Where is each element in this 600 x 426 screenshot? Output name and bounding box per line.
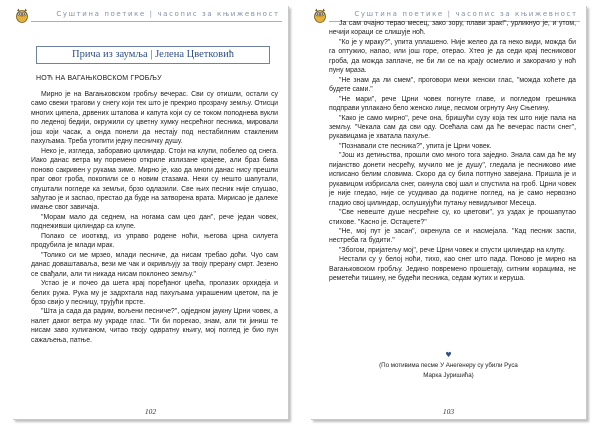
right-page bbox=[311, 6, 587, 420]
story-title: Прича из заумља | Јелена Цветковић bbox=[71, 49, 234, 60]
owl-logo-icon bbox=[15, 7, 29, 23]
paragraph: "Како је само мирно", рече она, бришући сузу која тек што није пала на земљу. "Чекала сам да сви оду. Осећала сам да ће вечерас пасти снег", рукавицама је хватала пахуље. bbox=[329, 114, 576, 141]
dedication-note-line2: Марка Јуришића) bbox=[423, 372, 474, 379]
running-title: Суштина поетике | часопис за књижевност bbox=[56, 10, 280, 18]
page-number: 103 bbox=[442, 407, 455, 416]
story-title-box bbox=[36, 46, 270, 64]
paragraph: Полако се иоотквд, из управо родене ноћи, његова црна силуета продубила је млади мрак. bbox=[31, 232, 278, 250]
paragraph: Неко је, изгледа, заборавио цилиндар. Стоји на клупи, побелео од снега. Иако данас ветра му поремено откриле излизане крајеве, али браз бива поново сакривен у рукама зиме. Мирно је, као да многи данас нису прешли праг овог гроба, покопили се о новим стазама. Неки су нешто шапутали, спуштали погледе ка земљи, брзо одлазили. Све њих песник није слушао, зађутао је и заспао, престао да буде на затворена врата. Мирисао је далеке имање свог завичаја. bbox=[31, 147, 278, 212]
paragraph: "Не, мој пут је засан", окренула се и насмејала. "Кад песник заспи, нестреба га будити." bbox=[329, 227, 576, 245]
paragraph: "Још из детињства, прошли смо много тога заједно. Знала сам да ће му пијанство донети несрећу, мучило ме је душу", гледала је песниково име исписано белим словима. Скоро да су била потпуно завејана. Пришла је и рукавицом избрисала снег, скинула свој шал и спустила на гроб. Црни човек је нијe гледао, није се усудивао да подигне поглед, на је само нервозно гладио свој цилиндар, ослушкујући путању невидљивог Месеца. bbox=[329, 152, 576, 207]
left-body-text bbox=[31, 90, 278, 345]
paragraph: Мирно је на Вагањковском гробљу вечерас. Сви су отишли, остали су само свежи трагови у снегу који тек што је прекрио прозрачу земљу. Отисци многих ципела, дрвених штапова и капута који су се током поподнева вукли по леденој бедији, окружили су цветну хумку несрећног песника, мировали још који часак, а онда понели да нестају под нестабилним стакленим пахуљама. Треба утопити једну песничку душу. bbox=[31, 91, 278, 146]
page-number: 102 bbox=[144, 407, 157, 416]
running-title: Суштина поетике | часопис за књижевност bbox=[354, 10, 578, 18]
right-body-text bbox=[329, 19, 576, 284]
paragraph: "Не мари", рече Црни човек погнуте главе, и погледом грешника подправи уплакано бело женско лице, песмом огрнуту Ану Сњегину. bbox=[329, 95, 576, 113]
paragraph: "Збогом, пријатељу мој", рече Црни човек и спусти цилиндар на клупу. bbox=[339, 246, 565, 254]
paragraph: "Не знам да ли смем", проговори меки женски глас, "можда хоћете да будете сами." bbox=[329, 76, 576, 94]
heart-icon: ♥ bbox=[445, 351, 452, 359]
paragraph: Устао је и почео да шета крај поређаног цвећа, пролазих орхидеја и белих ружа. Рука му је задрхтала над пахуљама украшеним цветом, па је брзо свијо у песницу, трујући прсте. bbox=[31, 280, 278, 306]
paragraph: "Ко је у мраку?", упита уплашено. Није желео да га неко види, можда би га оптужио, напао, или још горе, отерао. Хтео је да седи крај песниковог гроба, да можда заплаче, не би ли се на крају осмелио и закорачио у ноћ пуну мраза. bbox=[329, 38, 576, 75]
story-subtitle: НОЋ НА ВАГАЊКОВСКОМ ГРОБЉУ bbox=[36, 75, 162, 82]
paragraph: "Морам мало да седнем, на ногама сам цео дан", рече један човек, поднеживши цилиндар са клупе. bbox=[31, 213, 278, 231]
paragraph: "Све невеште душе несрећне су, ко цветови", уз уздах је прошапутао стихове. "Касно је. Остаџете?" bbox=[329, 209, 576, 226]
owl-logo-icon bbox=[313, 7, 327, 23]
left-page bbox=[13, 6, 289, 420]
dedication-note-line1: (По мотивима песме У Анегенеру су убили Руса bbox=[379, 362, 518, 369]
paragraph: "Познавали сте песника?", упита је Црни човек. bbox=[339, 142, 492, 150]
paragraph: "Шта ја сада да радим, вољени песниче?", одједном јаукну Црни човек, а налет даког ветра му украде глас. "Ти би порекао, знам, али ти јиниш те нисам заво хулиганом, читао твоју одвратну књигу, мој поглед је био пун сажаљења, патње. bbox=[31, 308, 278, 344]
paragraph: Нестали су у белој ноћи, тихо, као снег што пада. Поново је мирно на Вагањковском гробљу. Једино повремено прошетају, ситним корацима, не реметећи тишину, не будећи песника, седам жутих и керуша. bbox=[329, 256, 576, 283]
paragraph: Ја сам очајно терао месец, зако зору, плави зрак!", урликнуо је, и утом, нечији кораци се слишује ноћ. bbox=[329, 20, 576, 37]
running-header bbox=[31, 10, 282, 22]
paragraph: "Толико си ме мрзео, млади песниче, да нисам требао доћи. Чуо сам данас доваштаваља, вези ме чак и окривљују за твоју прерану смрт. Језено се свађали, али ти никада нисам поклонео земљу." bbox=[31, 251, 278, 278]
